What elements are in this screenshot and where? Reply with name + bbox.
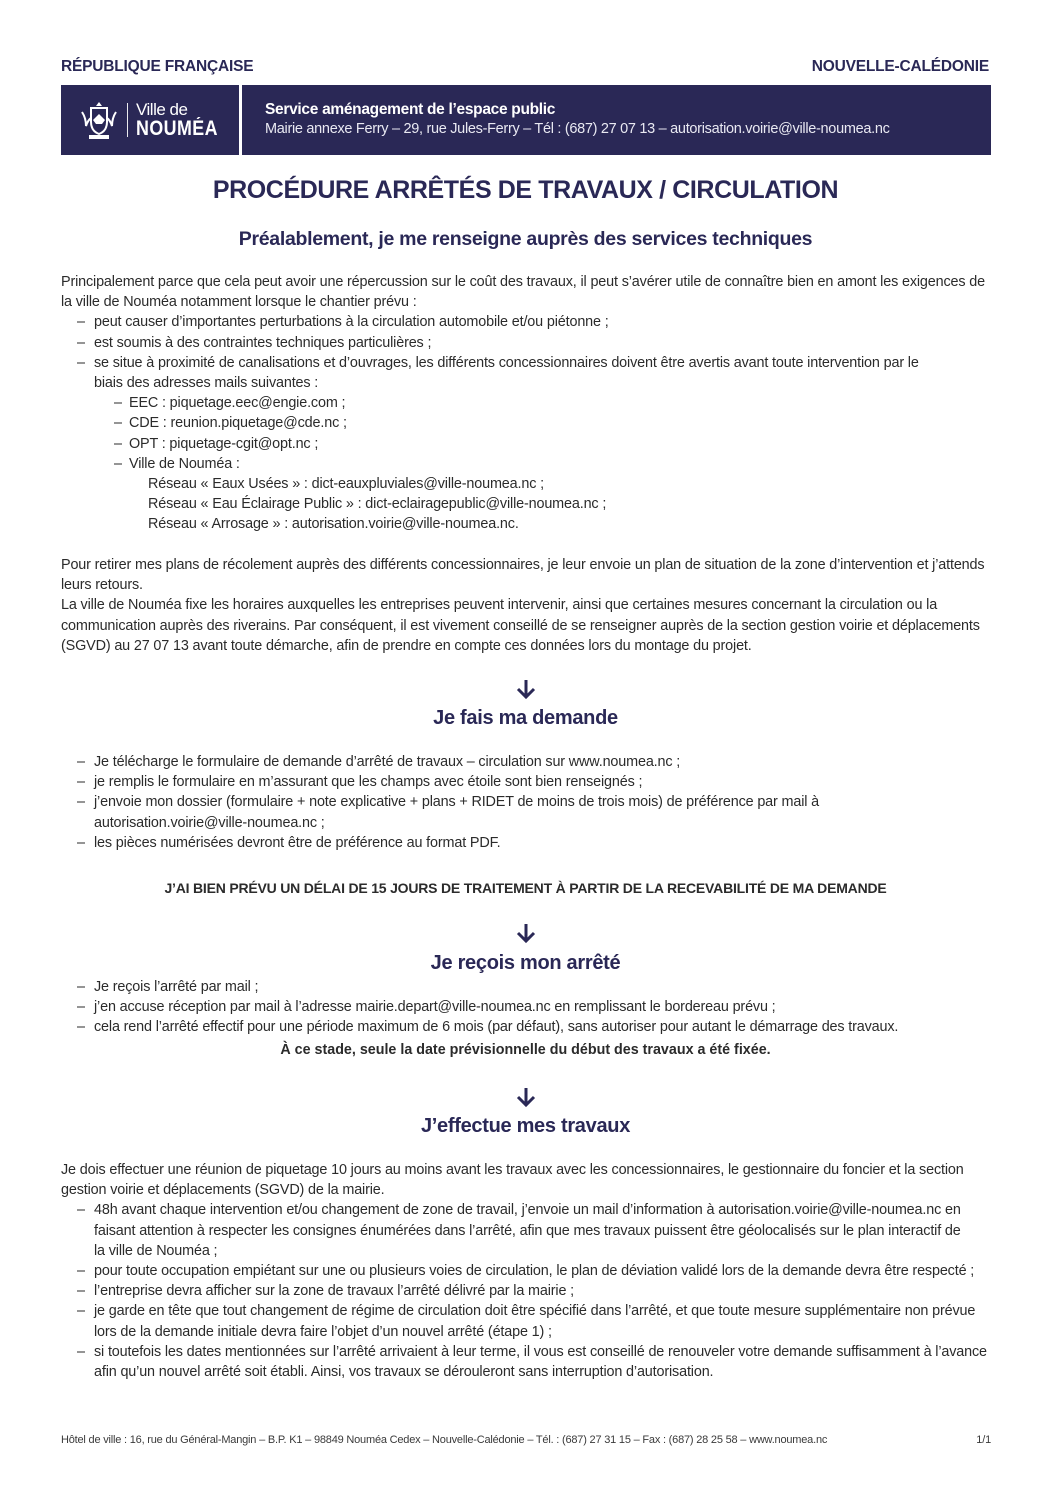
contact-item: – OPT : piquetage-cgit@opt.nc ; [61, 434, 991, 454]
arrow-down-icon [0, 1086, 1051, 1112]
city-crest-icon [77, 100, 121, 140]
section2-heading: Je fais ma demande [433, 707, 618, 729]
processing-delay-notice: J’AI BIEN PRÉVU UN DÉLAI DE 15 JOURS DE TRAITEMENT À PARTIR DE LA RECEVABILITÉ DE MA DEMANDE [164, 880, 887, 896]
list-item: – Je télécharge le formulaire de demande d’arrêté de travaux – circulation sur www.noumea.nc ; [61, 752, 991, 772]
logo-text [136, 101, 232, 139]
logo-line2: NOUMÉA [136, 117, 218, 140]
list-item: – l’entreprise devra afficher sur la zone de travaux l’arrêté délivré par la mairie ; [61, 1281, 991, 1301]
logo-divider [127, 103, 128, 137]
section4-intro: Je dois effectuer une réunion de piquetage 10 jours au moins avant les travaux avec les concessionnaires, le gestionnaire du foncier et la section gestion voirie et déplacements (SGVD) de la mairie. [61, 1162, 964, 1199]
section1-para2: La ville de Nouméa fixe les horaires auxquelles les entreprises peuvent intervenir, ainsi que certaines mesures concernant la circulation ou la communication auprès des riverains. Par conséquent, il est vivement conseillé de se renseigner auprès de la section gestion voirie et déplacements (SGVD) au 27 07 13 avant toute démarche, afin de prendre en compte ces données lors du montage du projet. [61, 597, 980, 654]
territory-label: NOUVELLE-CALÉDONIE [811, 58, 989, 75]
section1-heading: Préalablement, je me renseigne auprès des services techniques [238, 228, 813, 250]
contact-item: – Ville de Nouméa : [61, 454, 991, 474]
header-banner [61, 85, 991, 155]
service-title: Service aménagement de l’espace public [265, 101, 556, 118]
logo-line1: Ville de [136, 100, 188, 119]
section1-paragraphs [61, 555, 991, 656]
section4-heading: J’effectue mes travaux [420, 1115, 631, 1137]
list-item: – se situe à proximité de canalisations et d’ouvrages, les différents concessionnaires doivent être avertis avant toute intervention par le biais des adresses mails suivantes : [61, 353, 991, 393]
service-info [242, 85, 890, 155]
arrow-down-icon [0, 678, 1051, 704]
page-footer [61, 1434, 991, 1446]
network-item: Réseau « Eau Éclairage Public » : dict-eclairagepublic@ville-noumea.nc ; [148, 496, 607, 513]
page-number: 1/1 [976, 1434, 991, 1446]
header-top-row [61, 58, 989, 76]
section1-body [61, 272, 991, 535]
list-item: – est soumis à des contraintes techniques particulières ; [61, 333, 991, 353]
footer-address: Hôtel de ville : 16, rue du Général-Mangin – B.P. K1 – 98849 Nouméa Cedex – Nouvelle-Calédonie – Tél. : (687) 27 31 15 – Fax : (687) 28 25 58 – www.noumea.nc [61, 1434, 828, 1446]
city-logo [61, 85, 242, 155]
arrow-down-icon [0, 922, 1051, 948]
contact-item: – CDE : reunion.piquetage@cde.nc ; [61, 413, 991, 433]
section1-intro: Principalement parce que cela peut avoir une répercussion sur le coût des travaux, il peut s’avérer utile de connaître bien en amont les exigences de la ville de Nouméa notamment lorsque le chantier prévu : [61, 274, 985, 311]
section3-body [61, 977, 991, 1038]
service-address: Mairie annexe Ferry – 29, rue Jules-Ferry – Tél : (687) 27 07 13 – autorisation.voirie@ville-noumea.nc [265, 121, 890, 137]
page-title: PROCÉDURE ARRÊTÉS DE TRAVAUX / CIRCULATION [212, 176, 839, 204]
section4-body [61, 1160, 991, 1382]
list-item: – 48h avant chaque intervention et/ou changement de zone de travail, j’envoie un mail d’information à autorisation.voirie@ville-noumea.nc en faisant attention à respecter les consignes énumérées dans l’arrêté, afin que mes travaux puissent être géolocalisés sur le plan interactif de la ville de Nouméa ; [61, 1200, 991, 1261]
list-item: – si toutefois les dates mentionnées sur l’arrêté arrivaient à leur terme, il vous est conseillé de renouveler votre demande suffisamment à l’avance afin qu’un nouvel arrêté soit établi. Ainsi, vos travaux se dérouleront sans interruption d’autorisation. [61, 1342, 991, 1382]
list-item: – Je reçois l’arrêté par mail ; [61, 977, 991, 997]
network-item: Réseau « Eaux Usées » : dict-eauxpluviales@ville-noumea.nc ; [148, 476, 544, 493]
section3-heading: Je reçois mon arrêté [430, 952, 621, 974]
republic-label: RÉPUBLIQUE FRANÇAISE [61, 58, 254, 75]
list-item: – peut causer d’importantes perturbations à la circulation automobile et/ou piétonne ; [61, 312, 991, 332]
section1-para1: Pour retirer mes plans de récolement auprès des différents concessionnaires, je leur envoie un plan de situation de la zone d’intervention et j’attends leurs retours. [61, 557, 985, 594]
network-item: Réseau « Arrosage » : autorisation.voirie@ville-noumea.nc. [148, 516, 519, 533]
list-item: – je remplis le formulaire en m’assurant que les champs avec étoile sont bien renseignés ; [61, 772, 991, 792]
list-item: – pour toute occupation empiétant sur une ou plusieurs voies de circulation, le plan de déviation validé lors de la demande devra être respecté ; [61, 1261, 991, 1281]
list-item: – je garde en tête que tout changement de régime de circulation doit être spécifié dans l’arrêté, et que toute mesure supplémentaire non prévue lors de la demande initiale devra faire l’objet d’un nouvel arrêté (étape 1) ; [61, 1301, 991, 1341]
stage-note: À ce stade, seule la date prévisionnelle du début des travaux a été fixée. [280, 1042, 771, 1058]
contact-item: – EEC : piquetage.eec@engie.com ; [61, 393, 991, 413]
section2-body [61, 752, 991, 853]
list-item: – j’envoie mon dossier (formulaire + note explicative + plans + RIDET de moins de trois mois) de préférence par mail à autorisation.voirie@ville-noumea.nc ; [61, 792, 991, 832]
list-item: – j’en accuse réception par mail à l’adresse mairie.depart@ville-noumea.nc en remplissant le bordereau prévu ; [61, 997, 991, 1017]
list-item: – les pièces numérisées devront être de préférence au format PDF. [61, 833, 991, 853]
list-item: – cela rend l’arrêté effectif pour une période maximum de 6 mois (par défaut), sans autoriser pour autant le démarrage des travaux. [61, 1017, 991, 1037]
